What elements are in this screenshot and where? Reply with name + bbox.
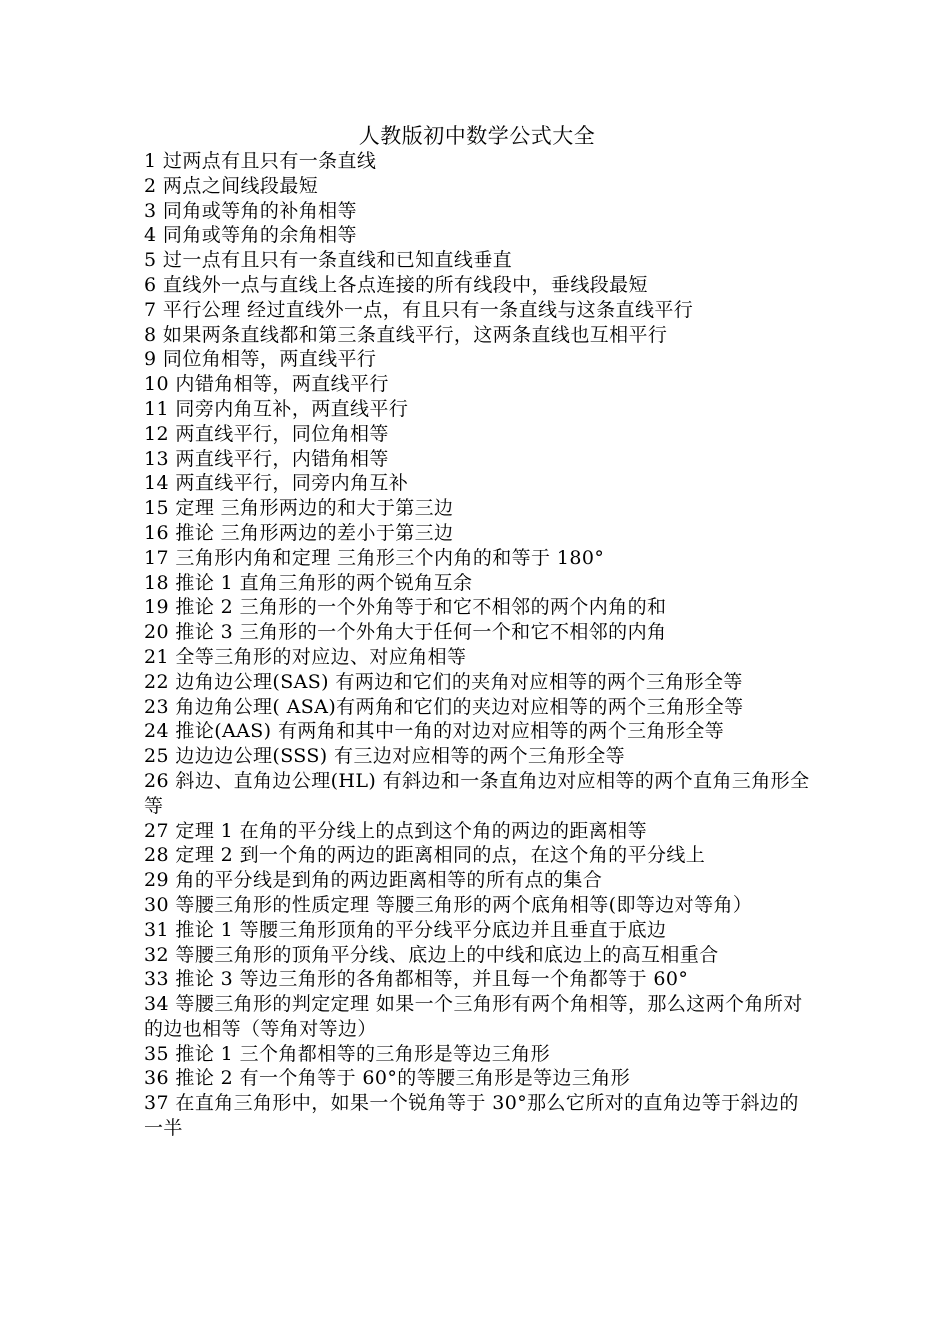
formula-item: 17 三角形内角和定理 三角形三个内角的和等于 180° [144,546,605,569]
formula-item: 18 推论 1 直角三角形的两个锐角互余 [144,571,473,594]
formula-item: 27 定理 1 在角的平分线上的点到这个角的两边的距离相等 [144,819,647,842]
formula-item: 22 边角边公理(SAS) 有两边和它们的夹角对应相等的两个三角形全等 [144,670,743,693]
formula-item: 20 推论 3 三角形的一个外角大于任何一个和它不相邻的内角 [144,621,667,644]
formula-item: 7 平行公理 经过直线外一点，有且只有一条直线与这条直线平行 [144,298,694,321]
formula-item: 3 同角或等角的补角相等 [144,199,357,222]
formula-item: 9 同位角相等，两直线平行 [144,348,377,371]
formula-item: 8 如果两条直线都和第三条直线平行，这两条直线也互相平行 [144,323,668,346]
formula-list [144,149,810,1141]
formula-item: 34 等腰三角形的判定定理 如果一个三角形有两个角相等，那么这两个角所对的边也相等（等角对等边） [144,993,803,1040]
formula-item: 28 定理 2 到一个角的两边的距离相同的点，在这个角的平分线上 [144,844,706,867]
formula-item: 23 角边角公理( ASA)有两角和它们的夹边对应相等的两个三角形全等 [144,695,744,718]
formula-item: 4 同角或等角的余角相等 [144,224,357,247]
formula-item: 13 两直线平行，内错角相等 [144,447,389,470]
formula-item: 14 两直线平行，同旁内角互补 [144,472,409,495]
formula-item: 6 直线外一点与直线上各点连接的所有线段中，垂线段最短 [144,273,648,296]
formula-item: 25 边边边公理(SSS) 有三边对应相等的两个三角形全等 [144,745,626,768]
formula-item: 32 等腰三角形的顶角平分线、底边上的中线和底边上的高互相重合 [144,943,719,966]
formula-item: 10 内错角相等，两直线平行 [144,373,389,396]
formula-item: 16 推论 三角形两边的差小于第三边 [144,521,454,544]
formula-item: 29 角的平分线是到角的两边距离相等的所有点的集合 [144,869,603,892]
document-page [144,123,810,1141]
formula-item: 1 过两点有且只有一条直线 [144,150,377,172]
formula-item: 15 定理 三角形两边的和大于第三边 [144,497,454,520]
formula-item: 31 推论 1 等腰三角形顶角的平分线平分底边并且垂直于底边 [144,918,667,941]
formula-item: 19 推论 2 三角形的一个外角等于和它不相邻的两个内角的和 [144,596,667,619]
formula-item: 37 在直角三角形中，如果一个锐角等于 30°那么它所对的直角边等于斜边的一半 [144,1092,799,1140]
formula-item: 30 等腰三角形的性质定理 等腰三角形的两个底角相等(即等边对等角） [144,893,753,916]
formula-item: 5 过一点有且只有一条直线和已知直线垂直 [144,249,513,272]
formula-item: 35 推论 1 三个角都相等的三角形是等边三角形 [144,1042,550,1065]
formula-item: 26 斜边、直角边公理(HL) 有斜边和一条直角边对应相等的两个直角三角形全等 [144,769,810,817]
formula-item: 36 推论 2 有一个角等于 60°的等腰三角形是等边三角形 [144,1067,631,1090]
formula-item: 33 推论 3 等边三角形的各角都相等，并且每一个角都等于 60° [144,968,689,991]
formula-item: 12 两直线平行，同位角相等 [144,422,389,445]
formula-item: 24 推论(AAS) 有两角和其中一角的对边对应相等的两个三角形全等 [144,720,725,743]
document-title: 人教版初中数学公式大全 [358,124,596,148]
formula-item: 21 全等三角形的对应边、对应角相等 [144,645,467,668]
formula-item: 2 两点之间线段最短 [144,174,319,197]
formula-item: 11 同旁内角互补，两直线平行 [144,397,409,420]
